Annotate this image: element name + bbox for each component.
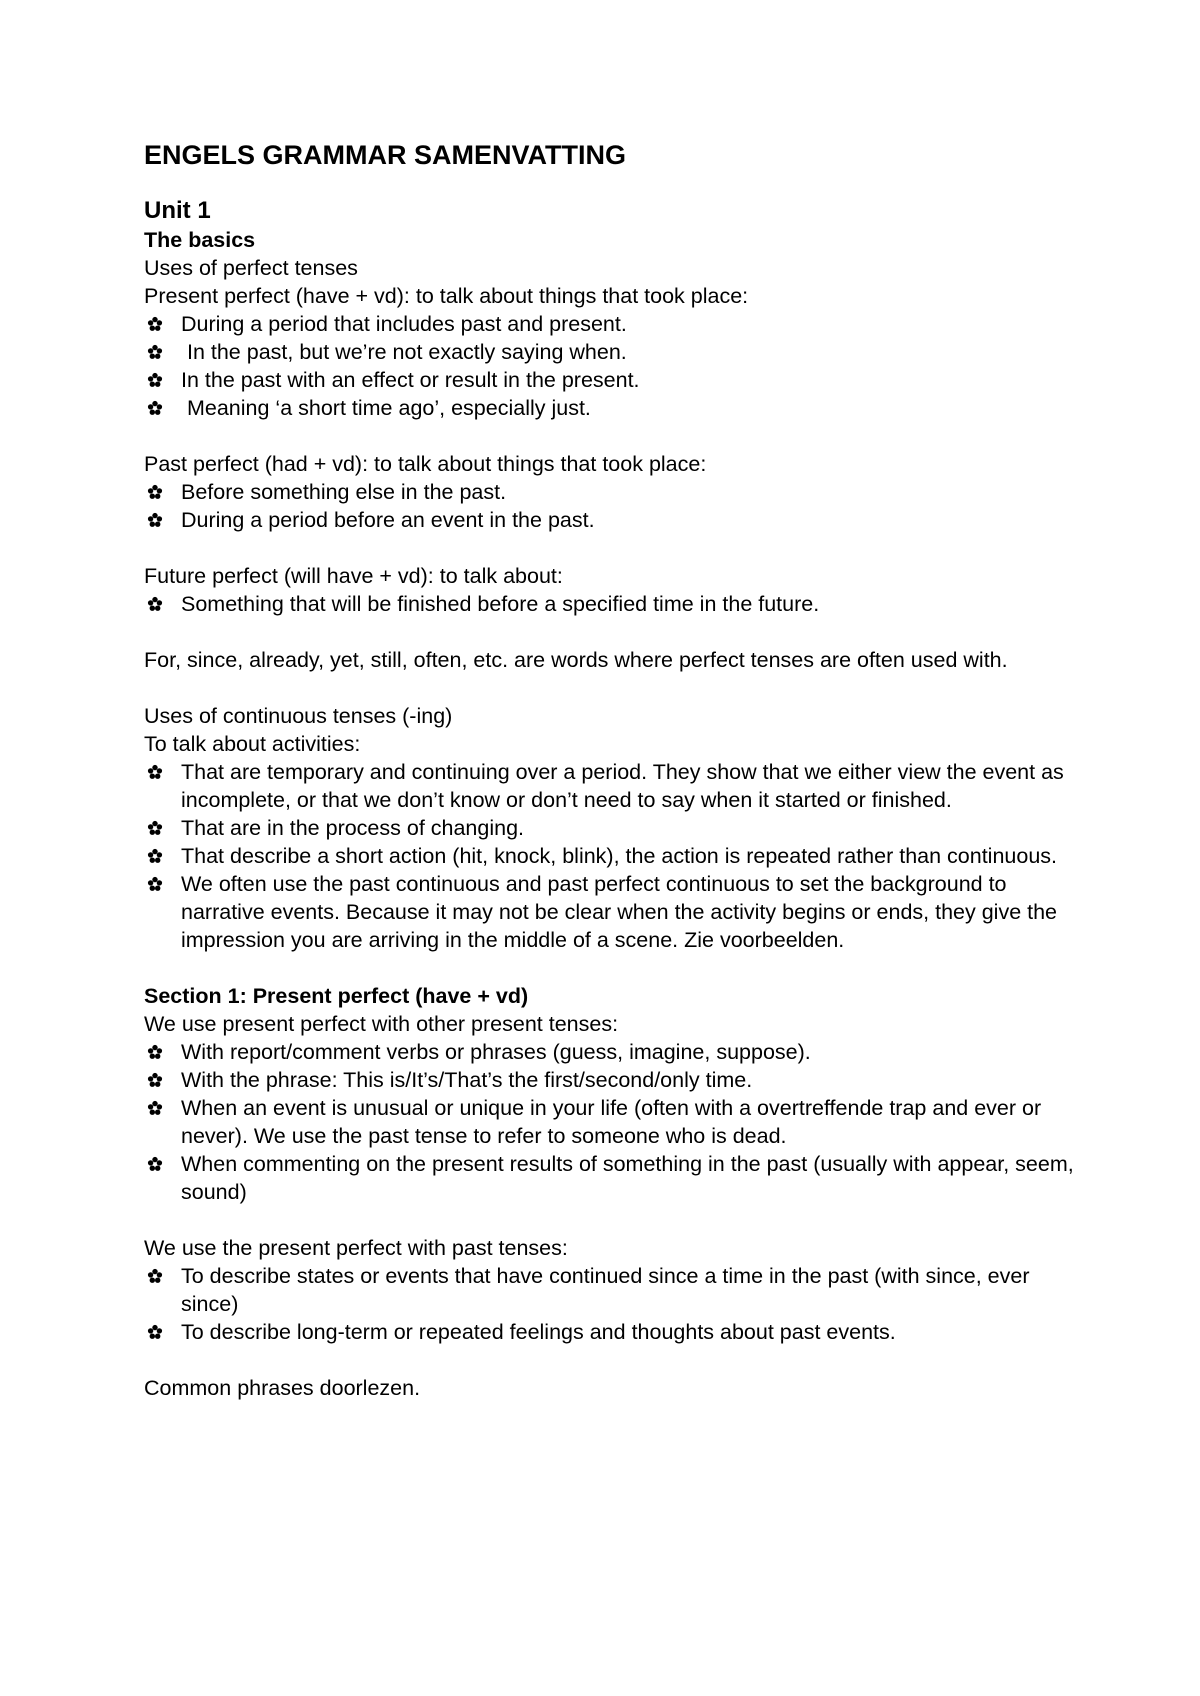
list-item: That are temporary and continuing over a period. They show that we either view the event as incomplete, or that we don’t know or don’t need to say when it started or finished. [144, 758, 1074, 814]
flower-bullet-icon [147, 876, 163, 892]
list-item: We often use the past continuous and past perfect continuous to set the background to narrative events. Because it may not be clear when the activity begins or ends, they give the impression you are arriving in the middle of a scene. Zie voorbeelden. [144, 870, 1074, 954]
unit-heading: Unit 1 [144, 197, 211, 224]
list-item: In the past, but we’re not exactly saying when. [144, 338, 1074, 366]
perfect-words-paragraph: For, since, already, yet, still, often, etc. are words where perfect tenses are often used with. [144, 648, 1008, 672]
flower-bullet-icon [147, 820, 163, 836]
flower-bullet-icon [147, 848, 163, 864]
list-item: That are in the process of changing. [144, 814, 1074, 842]
list-item: When commenting on the present results of something in the past (usually with appear, seem, sound) [144, 1150, 1074, 1206]
flower-bullet-icon [147, 512, 163, 528]
flower-bullet-icon [147, 596, 163, 612]
list-item: In the past with an effect or result in the present. [144, 366, 1074, 394]
flower-bullet-icon [147, 1044, 163, 1060]
list-item: Something that will be finished before a specified time in the future. [144, 590, 1074, 618]
flower-bullet-icon [147, 484, 163, 500]
flower-bullet-icon [147, 344, 163, 360]
section-1-present-intro: We use present perfect with other present tenses: [144, 1012, 619, 1036]
list-item: With the phrase: This is/It’s/That’s the first/second/only time. [144, 1066, 1074, 1094]
list-item: When an event is unusual or unique in your life (often with a overtreffende trap and ever or never). We use the past tense to refer to someone who is dead. [144, 1094, 1074, 1150]
flower-bullet-icon [147, 400, 163, 416]
list-item: To describe long-term or repeated feelings and thoughts about past events. [144, 1318, 1074, 1346]
flower-bullet-icon [147, 316, 163, 332]
continuous-intro: To talk about activities: [144, 732, 361, 756]
section-1-present-list [144, 1038, 1074, 1206]
flower-bullet-icon [147, 764, 163, 780]
flower-bullet-icon [147, 1268, 163, 1284]
list-item: Meaning ‘a short time ago’, especially just. [144, 394, 1074, 422]
future-perfect-intro: Future perfect (will have + vd): to talk about: [144, 564, 563, 588]
section-1-past-list [144, 1262, 1074, 1346]
list-item: During a period that includes past and present. [144, 310, 1074, 338]
list-item: To describe states or events that have continued since a time in the past (with since, ever since) [144, 1262, 1074, 1318]
list-item: During a period before an event in the past. [144, 506, 1074, 534]
present-perfect-list [144, 310, 1074, 422]
closing-note: Common phrases doorlezen. [144, 1376, 421, 1400]
continuous-list [144, 758, 1074, 954]
future-perfect-list [144, 590, 1074, 618]
continuous-heading: Uses of continuous tenses (-ing) [144, 704, 453, 728]
flower-bullet-icon [147, 372, 163, 388]
document-title: ENGELS GRAMMAR SAMENVATTING [144, 140, 626, 170]
flower-bullet-icon [147, 1072, 163, 1088]
present-perfect-intro: Present perfect (have + vd): to talk about things that took place: [144, 284, 749, 308]
section-1-heading: Section 1: Present perfect (have + vd) [144, 984, 529, 1008]
flower-bullet-icon [147, 1100, 163, 1116]
list-item: Before something else in the past. [144, 478, 1074, 506]
flower-bullet-icon [147, 1156, 163, 1172]
section-1-past-intro: We use the present perfect with past tenses: [144, 1236, 568, 1260]
list-item: That describe a short action (hit, knock, blink), the action is repeated rather than continuous. [144, 842, 1074, 870]
perfect-uses-heading: Uses of perfect tenses [144, 256, 358, 280]
past-perfect-list [144, 478, 1074, 534]
basics-heading: The basics [144, 228, 256, 252]
document-content [144, 138, 1074, 1402]
list-item: With report/comment verbs or phrases (guess, imagine, suppose). [144, 1038, 1074, 1066]
flower-bullet-icon [147, 1324, 163, 1340]
past-perfect-intro: Past perfect (had + vd): to talk about things that took place: [144, 452, 707, 476]
